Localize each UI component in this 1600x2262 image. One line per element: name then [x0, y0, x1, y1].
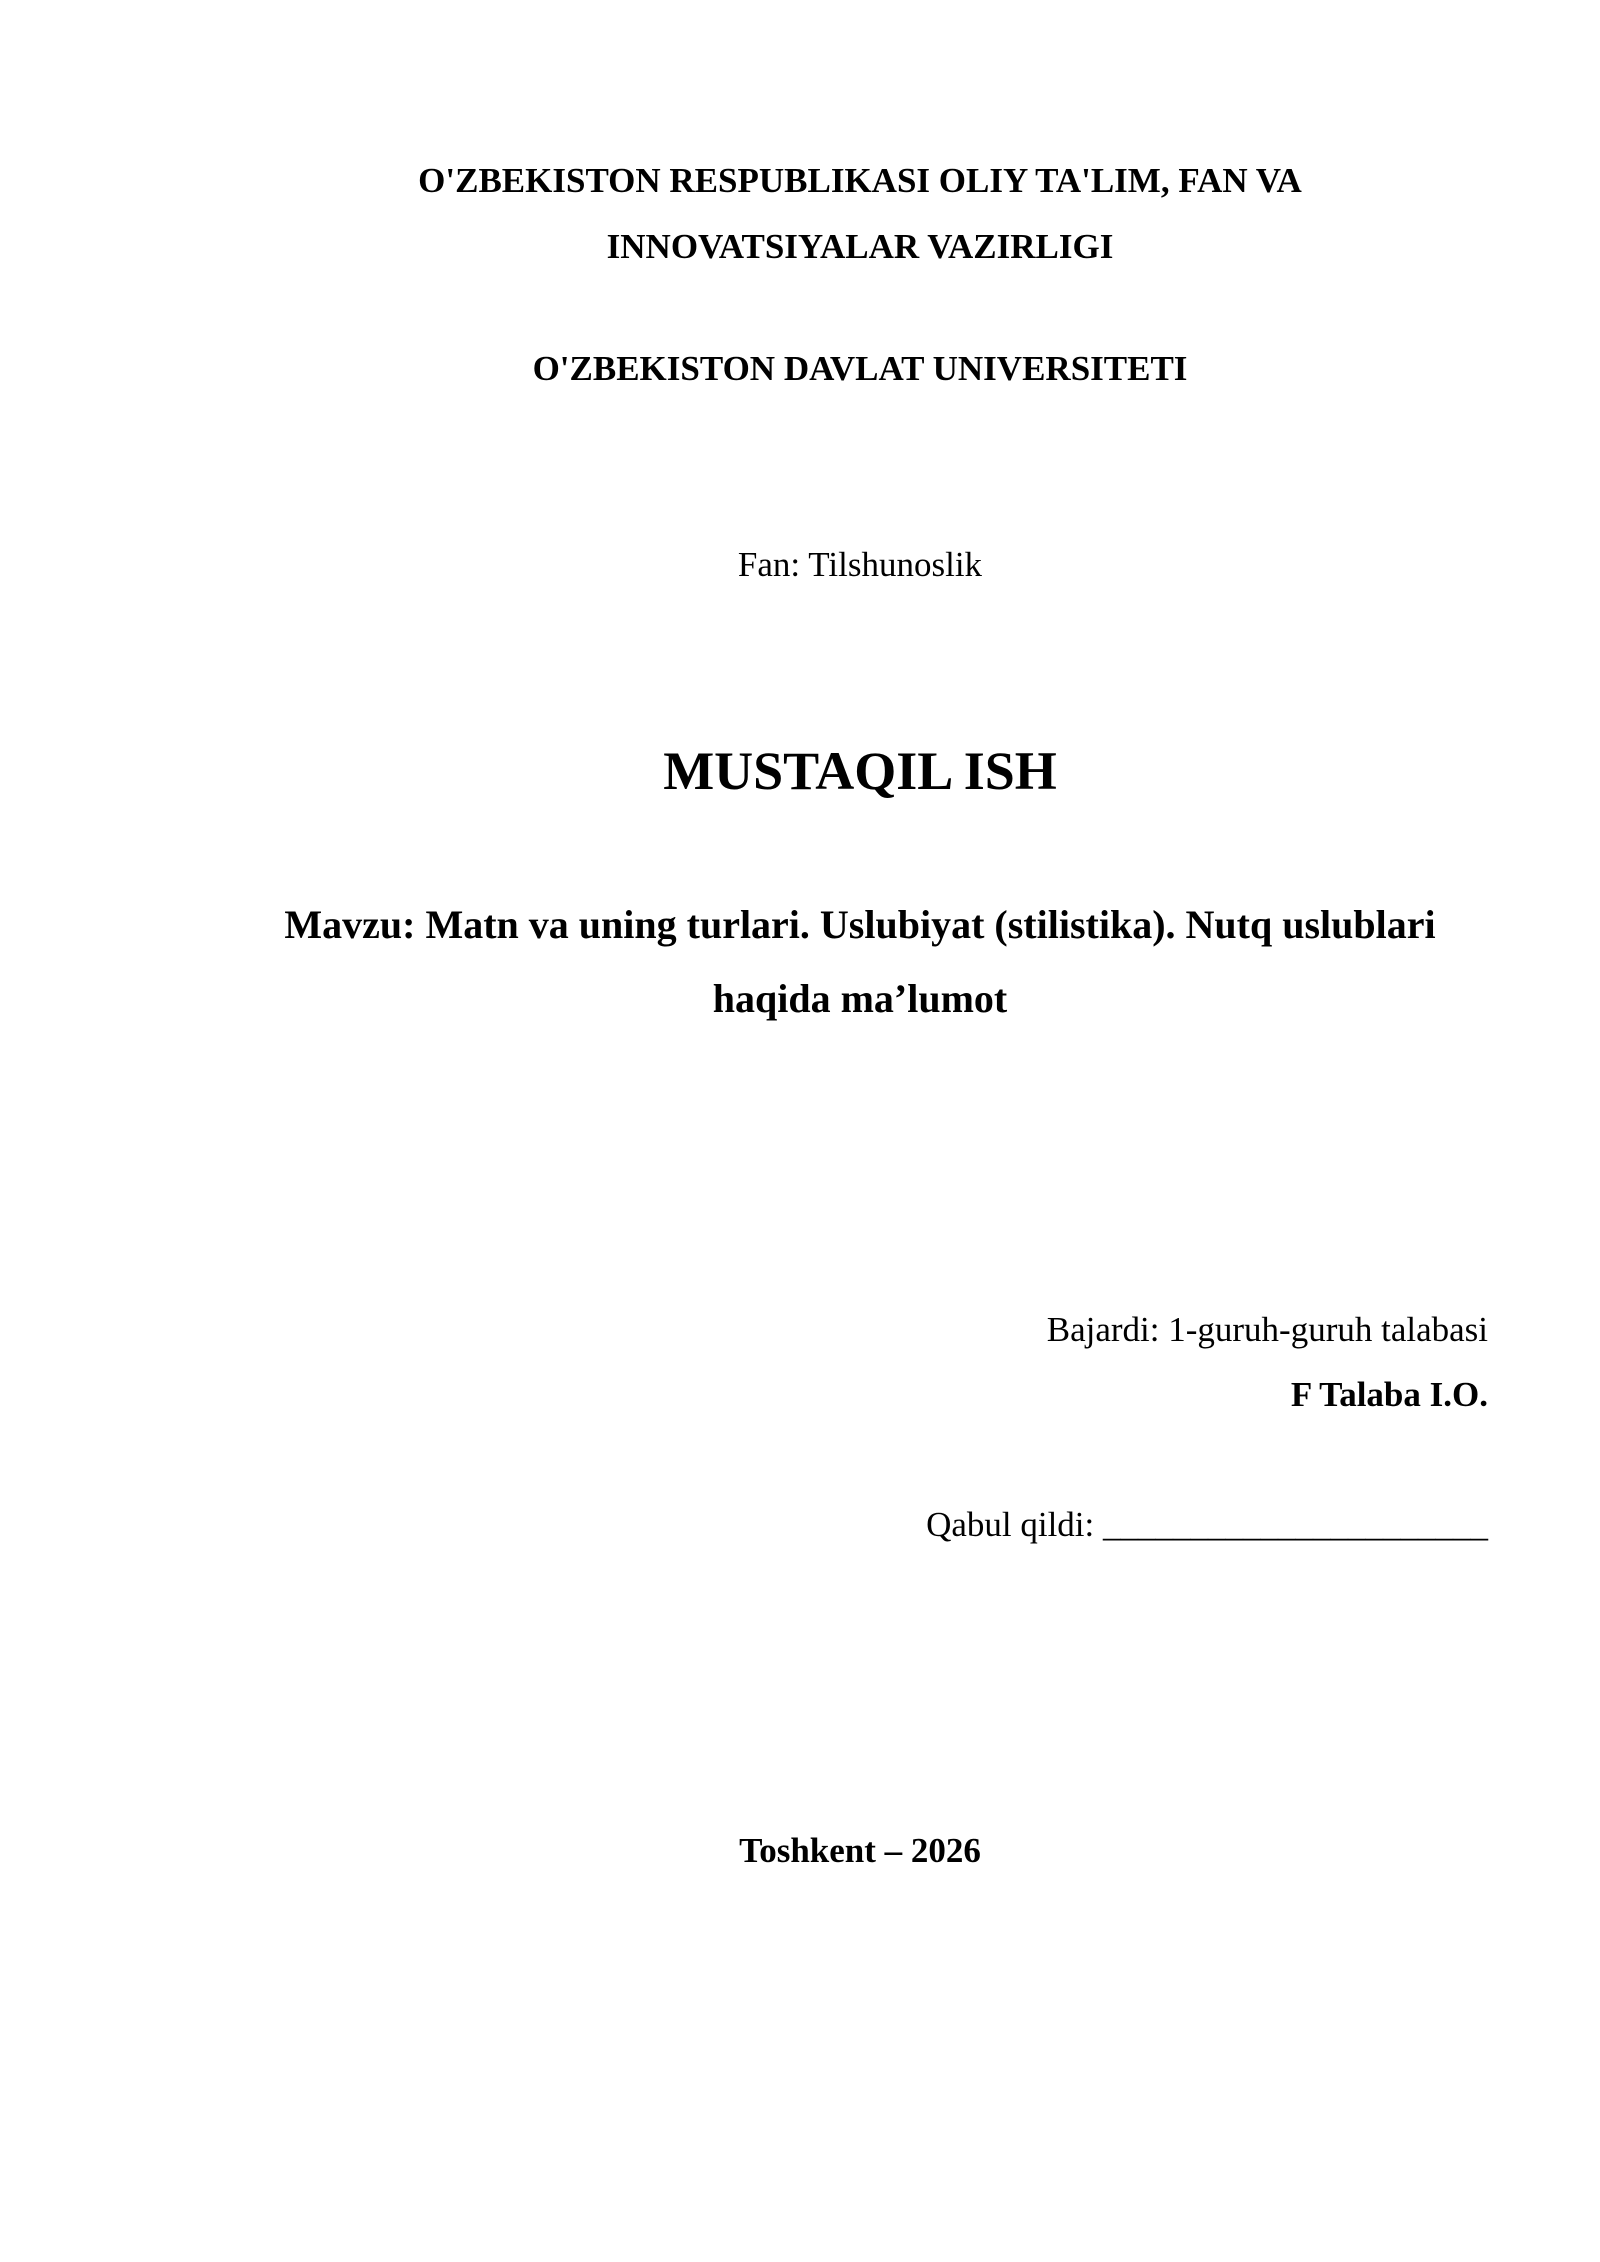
ministry-line-2: INNOVATSIYALAR VAZIRLIGI: [606, 227, 1114, 266]
topic-line-2: haqida ma’lumot: [712, 976, 1008, 1021]
document-type-title: MUSTAQIL ISH: [663, 741, 1057, 801]
university-heading: O'ZBEKISTON DAVLAT UNIVERSITETI: [532, 349, 1188, 388]
accepted-by-line: Qabul qildi: ______________________: [926, 1505, 1488, 1544]
topic-heading: [236, 888, 1484, 1036]
city-year-footer: Toshkent – 2026: [739, 1831, 981, 1870]
topic-line-1: Mavzu: Matn va uning turlari. Uslubiyat (stilistika). Nutq uslublari: [284, 902, 1436, 947]
student-name: F Talaba I.O.: [1290, 1375, 1488, 1414]
ministry-line-1: O'ZBEKISTON RESPUBLIKASI OLIY TA'LIM, FAN VA: [418, 161, 1302, 200]
performer-label: Bajardi: 1-guruh-guruh talabasi: [1046, 1310, 1488, 1349]
ministry-heading: [0, 148, 1600, 280]
subject-line: Fan: Tilshunoslik: [737, 545, 983, 584]
